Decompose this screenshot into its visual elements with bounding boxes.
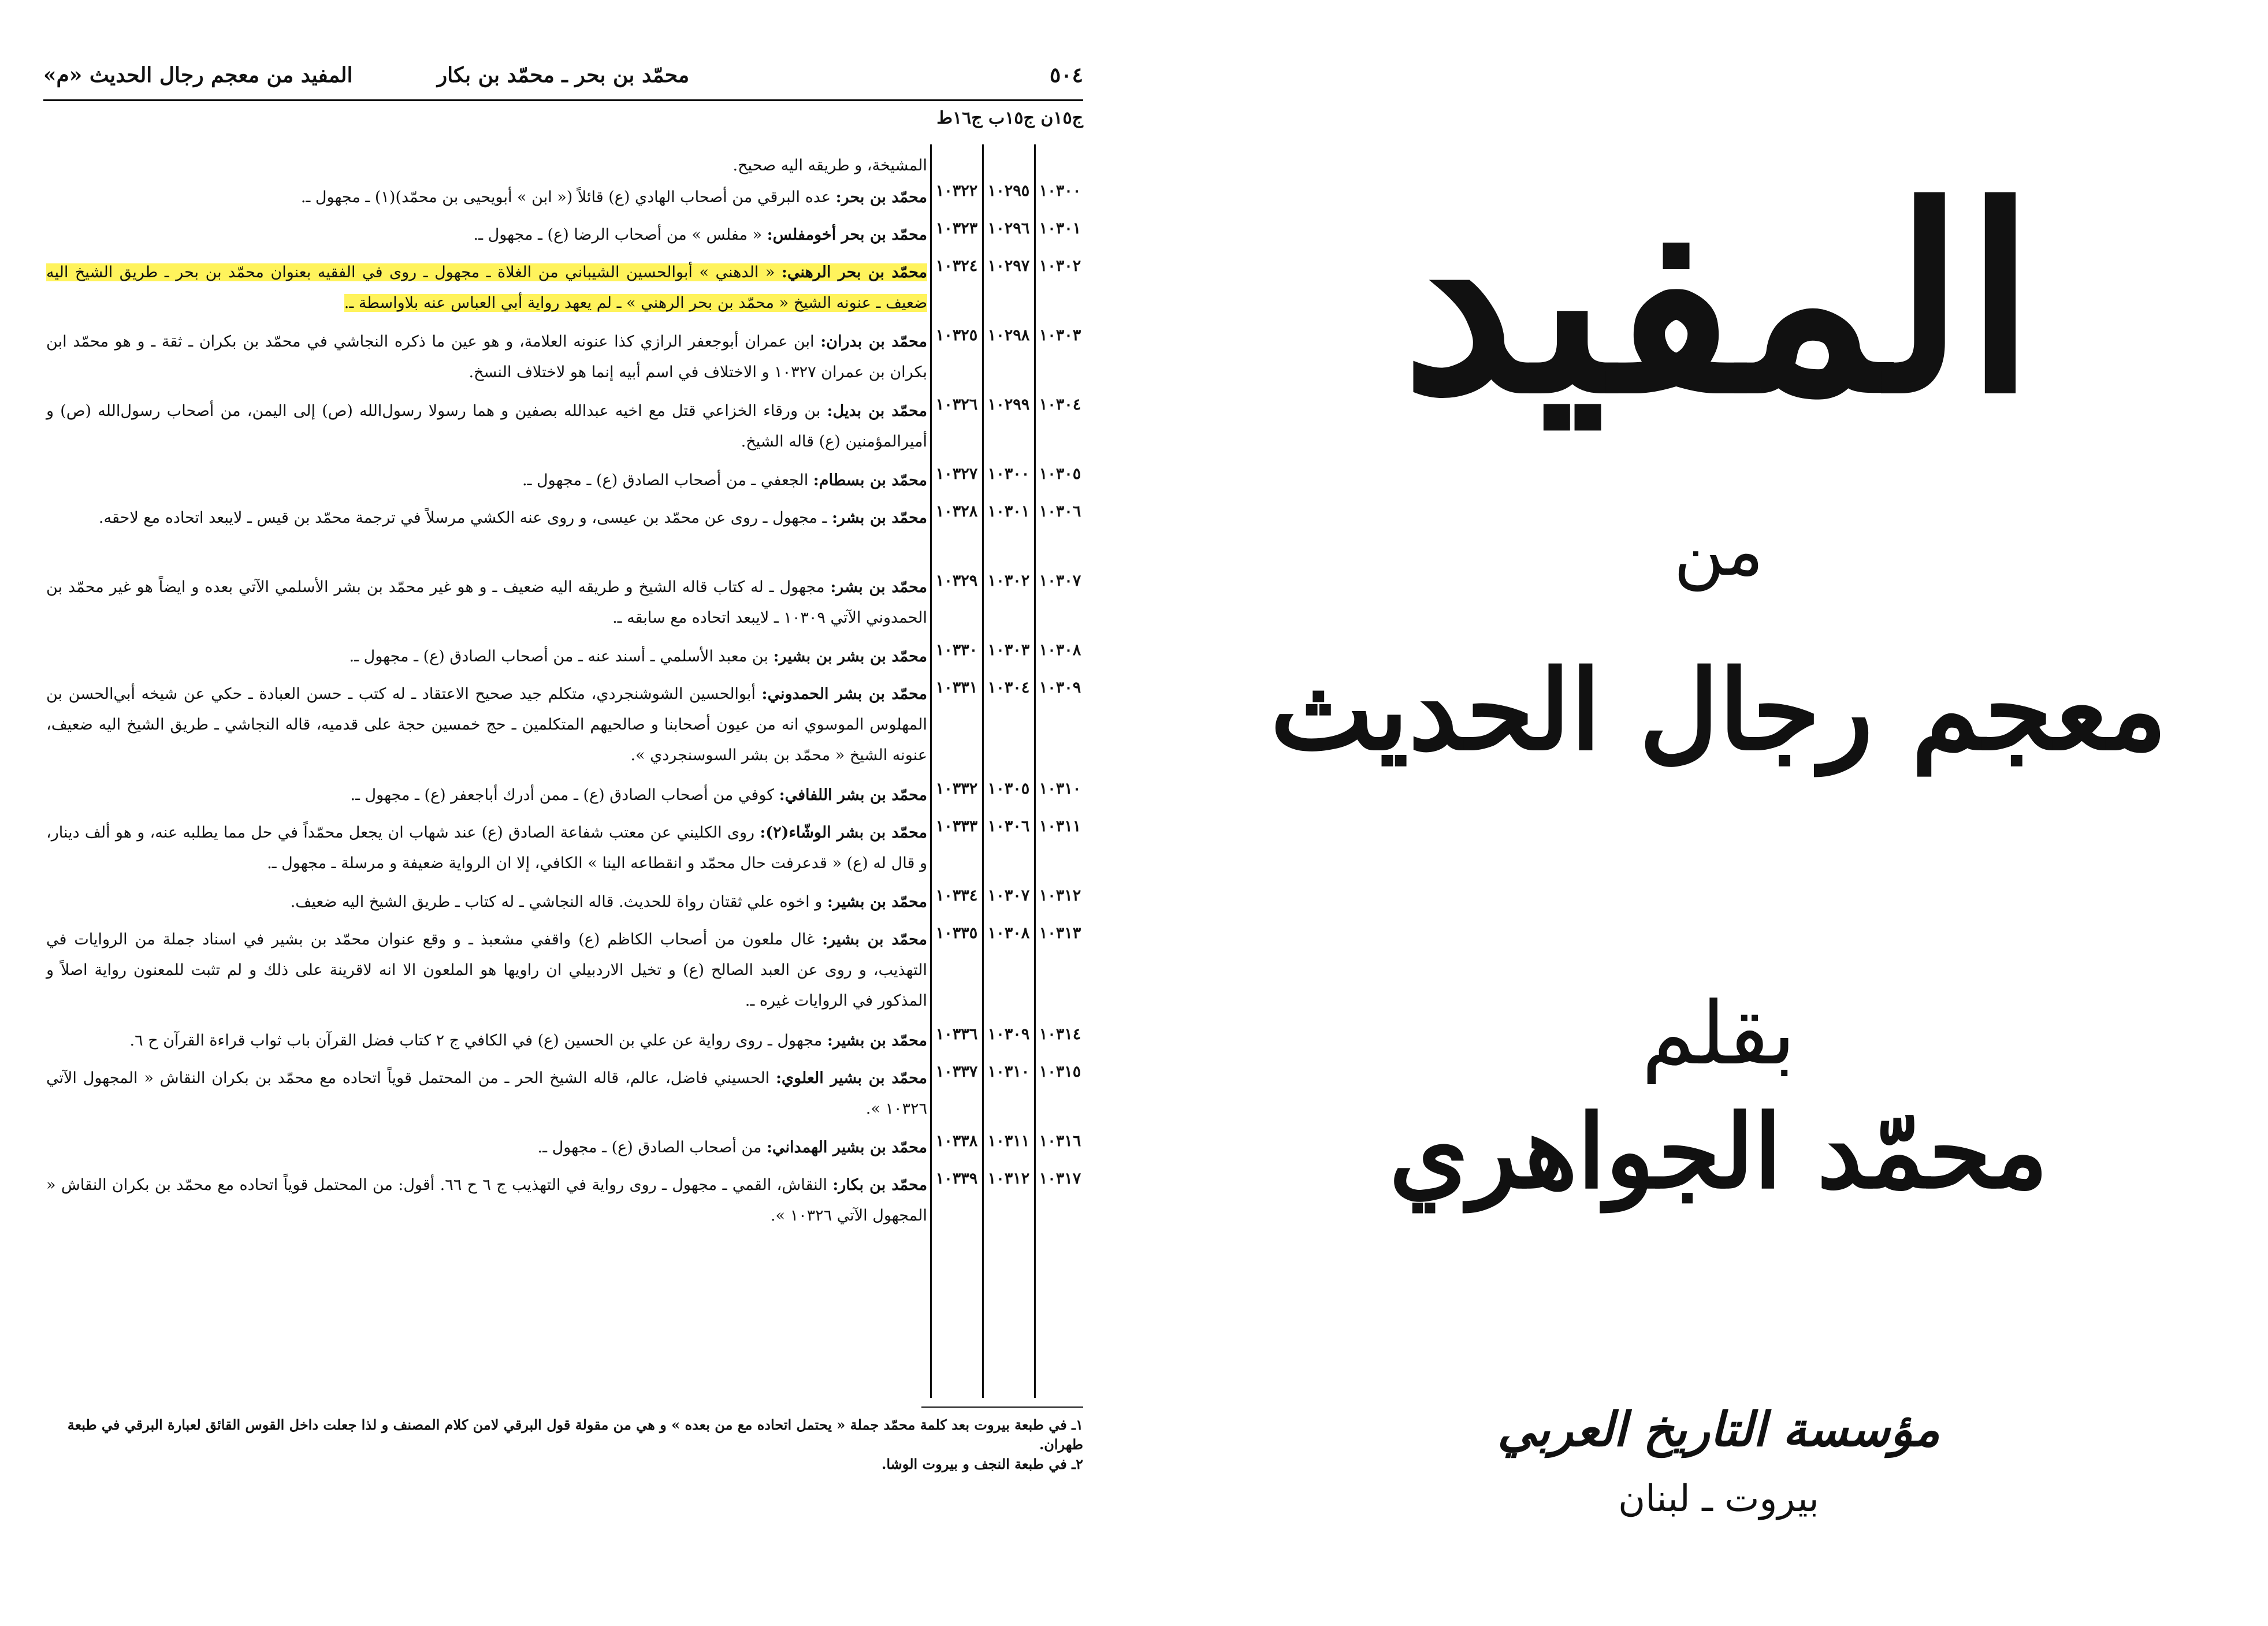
entry-number: ١٠٣٣٥ (935, 924, 978, 942)
narrator-name: محمّد بن بشير: (827, 893, 927, 911)
entry-number: ١٠٣١٦ (1039, 1132, 1081, 1150)
entry-number: ١٠٣٢٩ (935, 572, 978, 590)
entry-number: ١٠٣١٥ (1039, 1063, 1081, 1081)
header-rule (43, 99, 1083, 101)
narrator-name: محمّد بن بشير العلوي: (775, 1069, 928, 1087)
entry-description: مجهول ـ له كتاب قاله الشيخ و طريقه اليه ضعيف ـ و هو غير محمّد بن بشر الأسلمي الآتي بعده و ايضاً هو غير محمّد بن الحمدوني الآتي ١٠٣٠٩ ـ لايبعد اتحاده مع سابقه ـ. (46, 578, 927, 627)
cover-publisher: مؤسسة التاريخ العربي (1497, 1402, 1940, 1457)
narrator-name: محمّد بن بشر: (831, 509, 927, 527)
narrator-name: محمّد بن بكار: (832, 1176, 928, 1194)
entry-text (46, 182, 927, 213)
entry-number: ١٠٣٢٦ (935, 396, 978, 414)
intro-text: المشيخة، و طريقه اليه صحيح. (733, 157, 927, 174)
entry-number: ١٠٣٠٥ (987, 780, 1030, 798)
entry-text (46, 1132, 927, 1163)
narrator-name: محمّد بن بشر اللفافي: (779, 786, 927, 804)
entry-number: ١٠٣١٧ (1039, 1170, 1081, 1188)
entry-number: ١٠٣١١ (987, 1132, 1030, 1150)
entry-number: ١٠٣٠٠ (987, 465, 1030, 483)
entry-number: ١٠٢٩٩ (987, 396, 1030, 414)
entry-text (46, 1025, 927, 1056)
entry-number: ١٠٣٠١ (987, 503, 1030, 520)
footnote: ١ـ في طبعة بيروت بعد كلمة محمّد جملة « يحتمل اتحاده مع من بعده » و هي من مقولة قول البرقي لامن كلام المصنف و لذا جعلت داخل القوس القائق لعبارة البرقي في طبعة طهران. (67, 1416, 1083, 1453)
entry-number: ١٠٣٣٩ (935, 1170, 978, 1188)
entry-description: غال ملعون من أصحاب الكاظم (ع) واقفي مشعبذ ـ و وقع عنوان محمّد بن بشير في اسناد جملة من الروايات في التهذيب، و روى عن العبد الصالح (ع) و تخيل الاردبيلي ان راويها هو الملعون الا انه لاقرينة على ذلك و لم تثبت للمعنون رواية اصلاً و المذكور في الروايات غيره ـ. (46, 931, 927, 1010)
entry-number: ١٠٣٠٣ (1039, 326, 1081, 344)
entry-number: ١٠٣٢٢ (935, 182, 978, 200)
entries-table (43, 144, 1083, 1398)
footnote-rule (921, 1407, 1083, 1408)
entry-number: ١٠٣٢٧ (935, 465, 978, 483)
cover-title: المفيد (1401, 151, 2036, 449)
narrator-name: محمّد بن بدران: (820, 333, 927, 351)
entry-number: ١٠٣٠٥ (1039, 465, 1081, 483)
entry-text (46, 219, 927, 250)
entry-number: ١٠٣١٠ (987, 1063, 1030, 1081)
entry-number: ١٠٣٠٣ (987, 641, 1030, 659)
entry-number: ١٠٣٠١ (1039, 219, 1081, 237)
entry-number: ١٠٣١٣ (1039, 924, 1081, 942)
narrator-name: محمّد بن بديل: (827, 402, 927, 420)
entry-number: ١٠٣٠٤ (987, 679, 1030, 697)
entry-number: ١٠٣٠٩ (987, 1025, 1030, 1043)
entry-number: ١٠٣٣٣ (935, 817, 978, 835)
entry-description: ـ مجهول ـ روى عن محمّد بن عيسى، و روى عنه الكشي مرسلاً في ترجمة محمّد بن قيس ـ لايبعد اتحاده مع لاحقه. (98, 509, 832, 527)
entry-text (46, 924, 927, 1016)
entry-number: ١٠٣٣٦ (935, 1025, 978, 1043)
entry-description: الجعفي ـ من أصحاب الصادق (ع) ـ مجهول ـ. (522, 471, 813, 489)
cover-author: محمّد الجواهري (1389, 1093, 2048, 1211)
page-header (43, 58, 1083, 98)
cover-by: بقلم (1641, 984, 1796, 1084)
entry-description: بن معبد الأسلمي ـ أسند عنه ـ من أصحاب الصادق (ع) ـ مجهول ـ. (349, 648, 774, 665)
entry-number: ١٠٣٢٣ (935, 219, 978, 237)
entry-text (46, 780, 927, 810)
entry-text (46, 817, 927, 879)
entry-number: ١٠٣٠٢ (987, 572, 1030, 590)
entry-description: و اخوه علي ثقتان رواة للحديث. قاله النجاشي ـ له كتاب ـ طريق الشيخ اليه ضعيف. (290, 893, 827, 911)
entry-description: الحسيني فاضل، عالم، قاله الشيخ الحر ـ من المحتمل قوياً اتحاده مع محمّد بن بكران النقاش « المجهول الآتي ١٠٣٢٦ ». (46, 1069, 927, 1118)
narrator-name: محمّد بن بشير: (827, 1032, 927, 1050)
entry-description: عده البرقي من أصحاب الهادي (ع) قائلاً (« ابن » أبويحيى بن محمّد)(١) ـ مجهول ـ. (300, 188, 836, 206)
entry-text (46, 679, 927, 771)
entry-description: أبوالحسين الشوشنجردي، متكلم جيد صحيح الاعتقاد ـ له كتب ـ حسن العبادة ـ حكي عن شيخه أبي‌الحسن بن المهلوس الموسوي انه من عيون أصحابنا و صالحيهم المتكلمين ـ حج خمسين حجة على قدميه، قاله النجاشي ـ طريق الشيخ اليه ضعيف، عنونه الشيخ « محمّد بن بشر السوسنجردي ». (46, 685, 927, 764)
entry-text (46, 257, 927, 318)
entry-number: ١٠٣٠٧ (1039, 572, 1081, 590)
column-divider (930, 144, 932, 1398)
running-title: محمّد بن بحر ـ محمّد بن بكار (437, 63, 690, 87)
entry-text (46, 1170, 927, 1231)
narrator-name: محمّد بن بشير الهمداني: (766, 1138, 927, 1156)
entry-number: ١٠٣٠٦ (987, 817, 1030, 835)
entry-number: ١٠٣٣١ (935, 679, 978, 697)
entry-number: ١٠٣٣٢ (935, 780, 978, 798)
column-divider (1034, 144, 1036, 1398)
footnotes (43, 1415, 1083, 1474)
entry-description: كوفي من أصحاب الصادق (ع) ـ ممن أدرك أباجعفر (ع) ـ مجهول ـ. (350, 786, 779, 804)
narrator-name: محمّد بن بسطام: (813, 471, 927, 489)
entry-number: ١٠٢٩٧ (987, 257, 1030, 275)
entry-description: ابن عمران أبوجعفر الرازي كذا عنونه العلامة، و هو عين ما ذكره النجاشي في محمّد بن بكران ـ ثقة ـ و هو محمّد ابن بكران بن عمران ١٠٣٢٧ و الاختلاف في اسم أبيه إنما هو لاختلاف النسخ. (46, 333, 927, 381)
cover-subtitle: معجم رجال الحديث (1270, 646, 2167, 775)
entry-number: ١٠٣٠٧ (987, 887, 1030, 905)
entry-number: ١٠٣٠٢ (1039, 257, 1081, 275)
entry-number: ١٠٣٠٨ (1039, 641, 1081, 659)
entry-description: « مفلس » من أصحاب الرضا (ع) ـ مجهول ـ. (473, 226, 767, 244)
entry-text (46, 641, 927, 672)
entry-description: النقاش، القمي ـ مجهول ـ روى رواية في التهذيب ج ٦ ح ٦٦. أقول: من المحتمل قوياً اتحاده مع محمّد بن بكران النقاش « المجهول الآتي ١٠٣٢٦ ». (46, 1176, 927, 1225)
entry-number: ١٠٣٣٨ (935, 1132, 978, 1150)
entry-text (46, 1063, 927, 1124)
entry-number: ١٠٣٢٤ (935, 257, 978, 275)
entry-number: ١٠٢٩٥ (987, 182, 1030, 200)
entry-number: ١٠٣٠٤ (1039, 396, 1081, 414)
narrator-name: محمّد بن بشر: (830, 578, 927, 596)
entry-number: ١٠٣٠٦ (1039, 503, 1081, 520)
index-page (43, 58, 1083, 1548)
entry-description: مجهول ـ روى رواية عن علي بن الحسين (ع) في الكافي ج ٢ كتاب فضل القرآن باب ثواب قراءة القرآن ح ٦. (129, 1032, 827, 1050)
cover-from: من (1674, 511, 1764, 591)
narrator-name: محمّد بن بحر: (835, 188, 927, 206)
entry-number: ١٠٣١٢ (987, 1170, 1030, 1188)
entry-number: ١٠٢٩٨ (987, 326, 1030, 344)
entry-number: ١٠٣١٤ (1039, 1025, 1081, 1043)
book-title-header: المفيد من معجم رجال الحديث «م» (43, 63, 353, 87)
narrator-name: محمّد بن بحر الرهني: (781, 263, 927, 281)
entry-number: ١٠٣٠٨ (987, 924, 1030, 942)
volume-reference: ج١٥ن ج١٥ب ج١٦ط (936, 108, 1083, 128)
entry-description: روى الكليني عن معتب شفاعة الصادق (ع) عند شهاب ان يجعل محمّداً في حل مما يطلبه عنه، و هو ألف دينار، و قال له (ع) « قدعرفت حال محمّد و انقطاعه الينا » الكافي، إلا ان الرواية ضعيفة و مرسلة ـ مجهول ـ. (46, 824, 927, 872)
highlighted-passage (46, 263, 927, 312)
narrator-name: محمّد بن بشر الحمدوني: (761, 685, 927, 703)
entry-number: ١٠٣٣٧ (935, 1063, 978, 1081)
entry-description: من أصحاب الصادق (ع) ـ مجهول ـ. (537, 1138, 767, 1156)
narrator-name: محمّد بن بشير: (822, 931, 927, 948)
narrator-name: محمّد بن بشر الوشّاء(٢): (760, 824, 927, 842)
entry-text (46, 572, 927, 633)
entry-number: ١٠٣١٠ (1039, 780, 1081, 798)
cover-page (1242, 58, 2195, 1560)
entry-text (46, 396, 927, 457)
page-number: ٥٠٤ (1049, 63, 1083, 87)
entry-number: ١٠٢٩٦ (987, 219, 1030, 237)
entry-number: ١٠٣٢٨ (935, 503, 978, 520)
entry-number: ١٠٣٠٠ (1039, 182, 1081, 200)
column-divider (982, 144, 984, 1398)
entry-number: ١٠٣٣٠ (935, 641, 978, 659)
entry-text (46, 503, 927, 533)
entry-description: بن ورقاء الخزاعي قتل مع اخيه عبدالله بصفين و هما رسولا رسول‌الله (ص) إلى اليمن، من أصحاب رسول‌الله (ص) و أميرالمؤمنين (ع) قاله الشيخ. (46, 402, 927, 451)
entry-number: ١٠٣٠٩ (1039, 679, 1081, 697)
footnote: ٢ـ في طبعة النجف و بيروت الوشا. (882, 1456, 1083, 1472)
entry-number: ١٠٣٣٤ (935, 887, 978, 905)
entry-text (46, 326, 927, 388)
entry-description: « الدهني » أبوالحسين الشيباني من الغلاة ـ مجهول ـ روى في الفقيه بعنوان محمّد بن بحر ـ طريق الشيخ اليه ضعيف ـ عنونه الشيخ « محمّد بن بحر الرهني » ـ لم يعهد رواية أبي العباس عنه بلاواسطة ـ. (46, 263, 927, 312)
entry-number: ١٠٣١٢ (1039, 887, 1081, 905)
narrator-name: محمّد بن بحر أخومفلس: (767, 226, 927, 244)
cover-city: بيروت ـ لبنان (1618, 1478, 1819, 1520)
entry-text (46, 465, 927, 496)
entry-text (46, 887, 927, 917)
intro-row (43, 150, 1083, 179)
entry-number: ١٠٣٢٥ (935, 326, 978, 344)
entry-number: ١٠٣١١ (1039, 817, 1081, 835)
narrator-name: محمّد بن بشر بن بشير: (773, 648, 927, 665)
